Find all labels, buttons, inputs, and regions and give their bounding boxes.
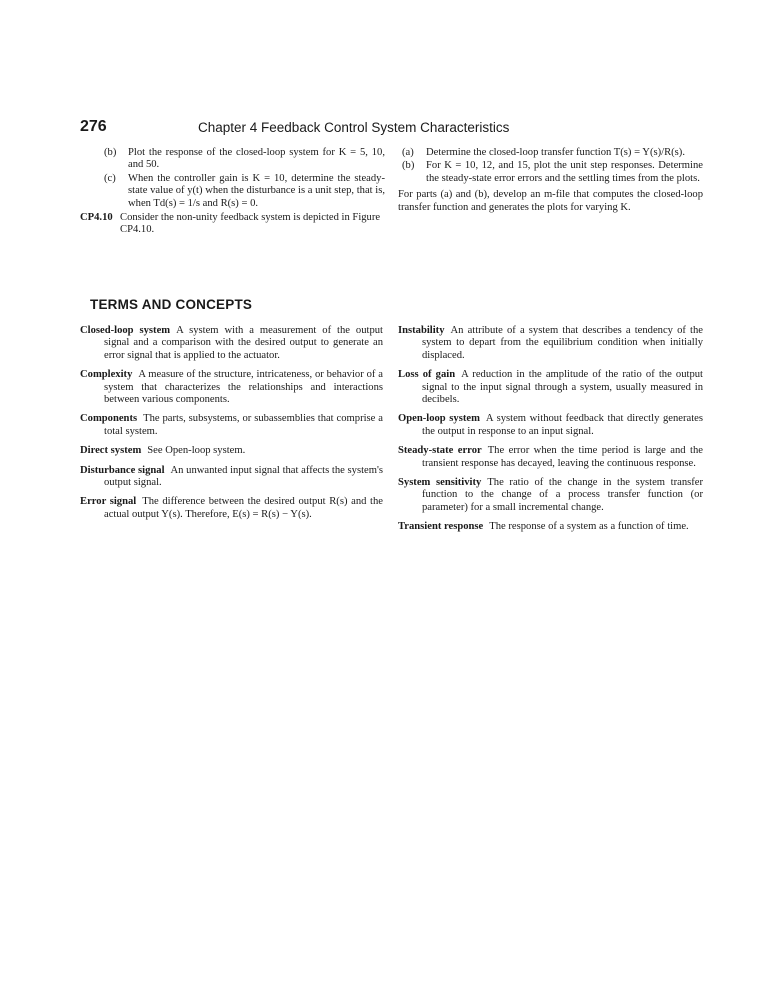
glossary-term: Complexity <box>80 369 133 381</box>
glossary-definition: A reduction in the amplitude of the ratio of the output signal to the input signal through a system, usually measured in decibels. <box>422 369 703 406</box>
glossary-term: System sensitivity <box>398 477 482 489</box>
part-label: (b) <box>104 147 117 158</box>
glossary-entry <box>398 477 703 514</box>
part-label: (a) <box>402 147 414 158</box>
problem-part-c <box>80 173 385 210</box>
glossary-term: Transient response <box>398 521 484 533</box>
glossary-term: Closed-loop system <box>80 325 171 336</box>
page-number: 276 <box>80 118 107 135</box>
glossary-entry <box>398 325 703 362</box>
glossary-definition: A measure of the structure, intricateness, or behavior of a system that characterizes the relationships and interactions between various components. <box>104 369 383 406</box>
glossary-definition: The response of a system as a function of time. <box>489 521 689 533</box>
glossary-entry <box>80 325 383 362</box>
problems-left-column <box>80 147 385 237</box>
glossary-entry <box>398 521 703 533</box>
glossary-definition: An attribute of a system that describes a tendency of the system to depart from the equilibrium condition when initially displaced. <box>422 325 703 361</box>
problems-right-column <box>398 147 703 214</box>
glossary-entry <box>398 445 703 470</box>
glossary-entry <box>80 369 383 406</box>
computer-problem-cp4-10 <box>80 212 385 237</box>
glossary-entry <box>398 369 703 406</box>
glossary-entry <box>80 413 383 438</box>
glossary-term: Components <box>80 413 138 425</box>
problem-part-b <box>80 147 385 172</box>
glossary-term: Open-loop system <box>398 413 480 425</box>
glossary-definition: A system with a measurement of the output signal and a comparison with the desired output to generate an error signal that is applied to the actuator. <box>104 325 384 361</box>
glossary-definition: The difference between the desired output R(s) and the actual output Y(s). Therefore, E(s) = R(s) − Y(s). <box>104 496 383 520</box>
part-label: (b) <box>402 160 415 172</box>
glossary-entry <box>80 496 383 521</box>
glossary-term: Error signal <box>80 496 137 508</box>
glossary-entry <box>80 465 383 490</box>
glossary-term: Steady-state error <box>398 445 482 457</box>
glossary-entry <box>80 445 383 457</box>
glossary-entry <box>398 413 703 438</box>
glossary-definition: A system without feedback that directly generates the output in response to an input signal. <box>422 413 703 437</box>
glossary-term: Instability <box>398 325 445 336</box>
part-text: Determine the closed-loop transfer function T(s) = Y(s)/R(s). <box>426 147 685 158</box>
problem-text: Consider the non-unity feedback system is depicted in Figure CP4.10. <box>120 212 381 236</box>
glossary-definition: The error when the time period is large and the transient response has decayed, leaving the continuous response. <box>422 445 703 469</box>
part-label: (c) <box>104 172 116 184</box>
problem-part-a <box>398 147 703 159</box>
terms-right-column <box>398 325 703 541</box>
glossary-term: Loss of gain <box>398 369 456 381</box>
glossary-definition: The parts, subsystems, or subassemblies that comprise a total system. <box>104 413 383 437</box>
running-head: Chapter 4 Feedback Control System Characteristics <box>198 120 510 135</box>
part-text: Plot the response of the closed-loop system for K = 5, 10, and 50. <box>128 147 385 171</box>
problem-closing-paragraph: For parts (a) and (b), develop an m-file that computes the closed-loop transfer function and generates the plots for varying K. <box>398 189 703 213</box>
terms-left-column <box>80 325 383 528</box>
section-heading: TERMS AND CONCEPTS <box>90 297 253 312</box>
part-text: For K = 10, 12, and 15, plot the unit step responses. Determine the steady-state error errors and the settling times from the plots. <box>426 160 703 184</box>
glossary-definition: An unwanted input signal that affects the system's output signal. <box>104 464 384 489</box>
glossary-term: Direct system <box>80 445 142 457</box>
problem-number: CP4.10 <box>80 212 113 224</box>
part-text: When the controller gain is K = 10, determine the steady-state value of y(t) when the disturbance is a unit step, that is, when Td(s) = 1/s and R(s) = 0. <box>128 172 385 209</box>
glossary-definition: The ratio of the change in the system transfer function to the change of a process transfer function (or parameter) for a small incremental change. <box>422 477 703 513</box>
glossary-definition: See Open-loop system. <box>147 445 246 457</box>
glossary-term: Disturbance signal <box>80 464 165 476</box>
problem-part-b-right <box>398 160 703 185</box>
